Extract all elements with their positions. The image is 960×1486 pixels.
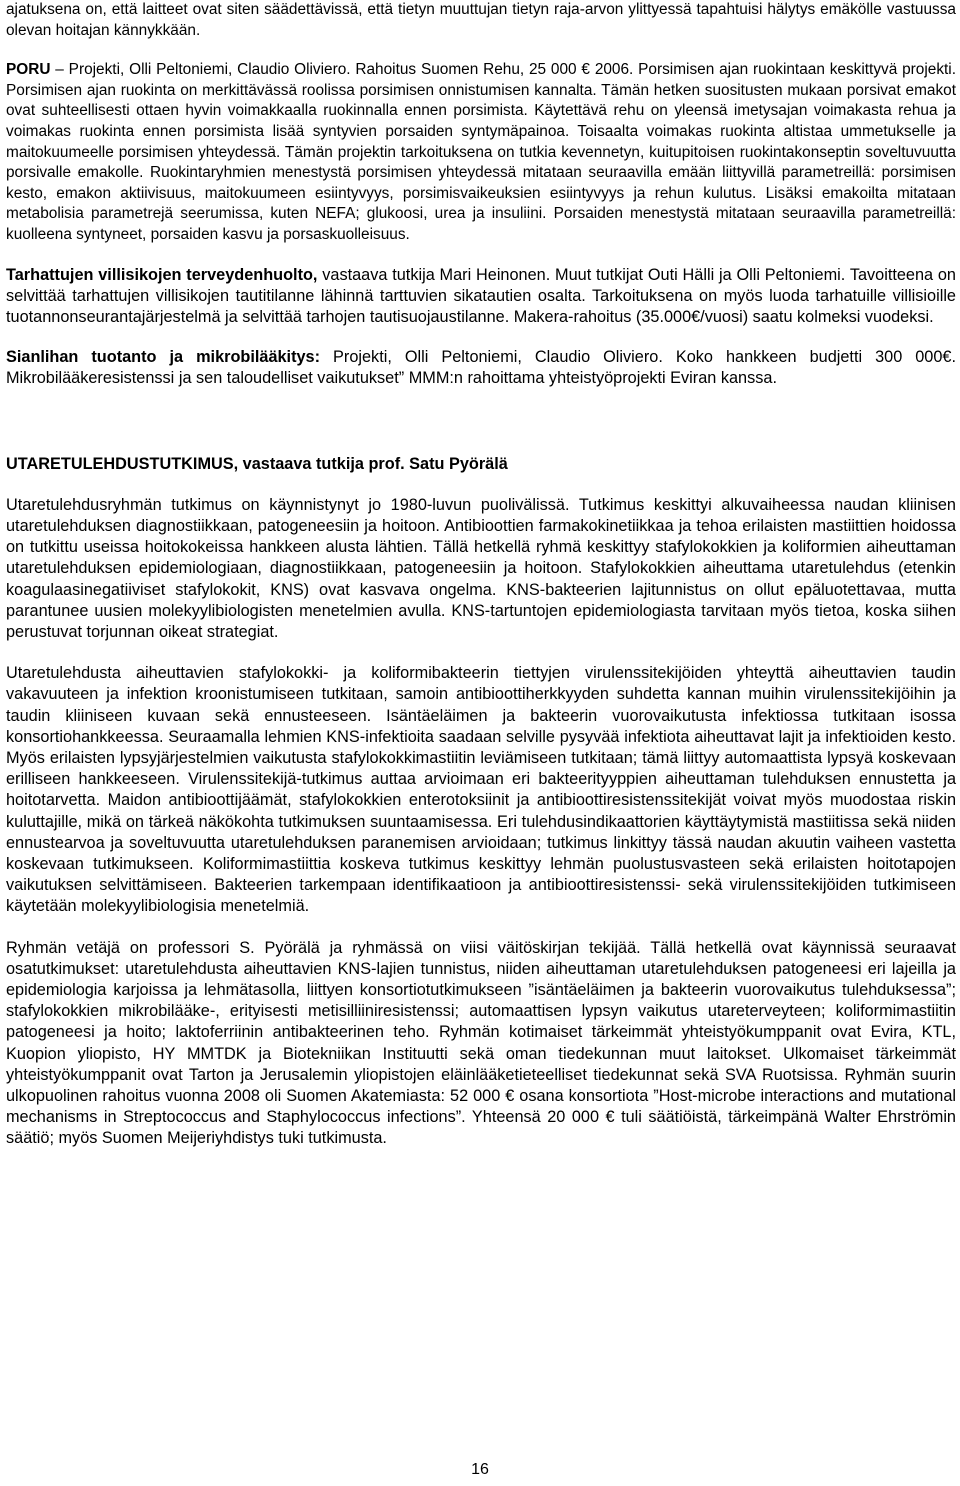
- spacer: [6, 246, 956, 265]
- tarhattujen-paragraph: [6, 265, 956, 329]
- body-paragraph-2: Utaretulehdusta aiheuttavien stafylokokki- ja koliformibakteerin tiettyjen virulenssitekijöiden yhteyttä aiheuttavien taudin vakavuuteen ja infektion kroonistumiseen tutkitaan, samoin antibioottiherkkyyden suhdetta kannan muihin virulenssitekijöihin ja taudin kliiniseen kuvaan sekä ennusteeseen. Isäntäeläimen ja bakteerin vuorovaikutusta infektiossa tutkitaan isossa konsortiohankkeessa. Seuraamalla lehmien KNS-infektioita saadaan selville pysyvää infektiota aiheuttavat lajit ja infektioiden kesto. Myös erilaisten lypsyjärjestelmien vaikutusta stafylokokkimastiitin leviämiseen tutkitaan; tämä liittyy automaattista lypsyä koskevaan erilliseen hankkeeseen. Virulenssitekijä-tutkimus auttaa arvioimaan eri bakteerityyppien aiheuttaman tulehduksen ennustetta ja hoitotarvetta. Maidon antibioottijäämät, stafylokokkien enterotoksiinit ja antibioottiresistenssitekijät voivat myös muodostaa riskin kuluttajille, mikä on tärkeä näkökohta tutkimuksen suuntaamisessa. Eri tulehdusindikaattorien käyttäytymistä mastiitissa sekä niiden ennustearvoa ja soveltuvuutta utaretulehduksen paranemisen arvioidaan; tutkimus linkittyy tässä naudan akuutin vaiheen vastetta koskevaan tutkimukseen. Koliformimastiittia koskeva tutkimus keskittyy lehmän puolustusvasteen sekä erilaisten hoitotapojen vaikutuksen selvittämiseen. Bakteerien tarkempaan identifikaatioon ja antibioottiresistenssi- sekä virulenssitekijöiden tutkimiseen käytetään molekyylibiologisia menetelmiä.: [6, 664, 956, 916]
- poru-paragraph: [6, 60, 956, 245]
- spacer: [6, 918, 956, 938]
- document-page: [6, 0, 956, 1150]
- page-number: 16: [471, 1461, 489, 1478]
- spacer: [6, 475, 956, 495]
- section-heading-part2: Satu Pyörälä: [404, 454, 508, 473]
- body-paragraph-3: Ryhmän vetäjä on professori S. Pyörälä ja ryhmässä on viisi väitöskirjan tekijää. Tällä hetkellä ovat käynnissä seuraavat osatutkimukset: utaretulehdusta aiheuttavien KNS-lajien tunnistus, niiden aiheuttaman utaretulehduksen patogeneesi eri lajeilla ja epidemiologia karjoissa ja lehmätasolla, liittyen konsortiotutkimukseen ”isäntäeläimen ja bakteerin vuorovaikutus tulehduksessa”; stafylokokkien mikrobilääke-, erityisesti metisilliiniresistenssi; automaattisen lypsyn vaikutus utareterveyteen; koliformimastiitin patogeneesi ja hoito; laktoferriinin antibakteerinen teho. Ryhmän kotimaiset tärkeimmät yhteistyökumppanit ovat Evira, KTL, Kuopion yliopisto, HY MMTDK ja Biotekniikan Instituutti sekä oman tiedekunnan muut laitokset. Ulkomaiset tärkeimmät yhteistyökumppanit ovat Tarton ja Jerusalemin yliopistojen eläinlääketieteelliset tiedekunnat sekä SVA Ruotsissa. Ryhmän suurin ulkopuolinen rahoitus vuonna 2008 oli Suomen Akatemiasta: 52 000 € osana konsortiota ”Host-microbe interactions and mutational mechanisms in Streptococcus and Staphylococcus infections”. Yhteensä 20 000 € tuli säätiöistä, tärkeimpänä Walter Ehrströmin säätiö; myös Suomen Meijeriyhdistys tuki tutkimusta.: [6, 938, 956, 1148]
- sianlihan-title: Sianlihan tuotanto ja mikrobilääkitys:: [6, 348, 321, 367]
- poru-label: PORU: [6, 61, 51, 79]
- spacer: [6, 643, 956, 663]
- tarhattujen-text: vastaava tutkija Mari Heinonen. Muut tutkijat Outi Hälli ja Olli Peltoniemi. Tavoitteena on selvittää tarhattujen villisikojen tautitilanne lähinnä tarttuvien sikatautien osalta. Tarkoituksena on myös luoda tarhatuille villisioille tuotannonseurantajärjestelmä ja selvittää tarhojen tautisuojaustilanne. Makera-rahoitus (35.000€/vuosi) saatu kolmeksi vuodeksi.: [6, 265, 956, 326]
- section-heading-part1: UTARETULEHDUSTUTKIMUS, vastaava tutkija prof.: [6, 454, 405, 473]
- tarhattujen-title: Tarhattujen villisikojen terveydenhuolto,: [6, 265, 318, 284]
- sianlihan-paragraph: [6, 347, 956, 389]
- spacer: [6, 328, 956, 347]
- section-heading: [6, 454, 956, 475]
- body-paragraph-1: Utaretulehdusryhmän tutkimus on käynnistynyt jo 1980-luvun puolivälissä. Tutkimus keskittyi alkuvaiheessa naudan kliinisen utaretulehduksen diagnostiikkaan, patogeneesiin ja hoitoon. Antibioottien farmakokinetiikkaa ja tehoa erilaisten mastiittien hoidossa on tutkittu useissa hoitokokeissa hankkeen alusta lähtien. Tällä hetkellä ryhmä keskittyy stafylokokkien ja koliformien aiheuttaman utaretulehduksen epidemiologiaan, diagnostiikkaan, patogeneesiin ja hoitoon. Stafylokokkien aiheuttama utaretulehdus (etenkin koagulaasinegatiiviset stafylokokit, KNS) ovat kasvava ongelma. KNS-bakteerien lajitunnistus on ollut epäluotettavaa, mutta parantunee uusien molekyylibiologisten menetelmien avulla. KNS-tartuntojen epidemiologiasta tarvitaan myös tietoa, koska siihen perustuvat torjunnan oikeat strategiat.: [6, 495, 956, 641]
- poru-text: – Projekti, Olli Peltoniemi, Claudio Oliviero. Rahoitus Suomen Rehu, 25 000 € 2006. Porsimisen ajan ruokintaan keskittyvä projekti. Porsimisen ajan ruokinta on merkittävässä roolissa porsimisen onnistumisen kannalta. Tämän hetken suositusten mukaan porsivat emakot ovat suhteellisesti ottaen hyvin voimakkaalla ruokinnalla ennen porsimista. Käytettävä rehu on yleensä imetysajan voimakasta rehua ja voimakas ruokinta ennen porsimista lisää syntyvien porsaiden syntymäpainoa. Toisaalta voimakas ruokinta altistaa ummetukselle ja maitokuumeelle porsimisen yhteydessä. Tämän projektin tarkoituksena on tutkia kevennetyn, kuitupitoisen ruokintakonseptin soveltuvuutta porsivalle emakolle. Ruokintaryhmien menestystä porsimisen yhteydessä mitataan seuraavilla emään liittyvillä parametreillä: porsimisen kesto, emakon aktiivisuus, maitokuumeen esiintyvyys, porsimisvaikeuksien esiintyvyys ja rehun kulutus. Lisäksi emakoilta mitataan metabolisia parametrejä seerumissa, kuten NEFA; glukoosi, urea ja insuliini. Porsaiden menestystä mitataan seuraavilla parametreillä: kuolleena syntyneet, porsaiden kasvu ja porsaskuolleisuus.: [6, 61, 956, 243]
- spacer: [6, 390, 956, 454]
- continuation-paragraph: ajatuksena on, että laitteet ovat siten säädettävissä, että tietyn muuttujan tietyn raja-arvon ylittyessä tapahtuisi hälytys emäkölle vastuussa olevan hoitajan kännykkään.: [6, 1, 956, 39]
- sianlihan-text: Projekti, Olli Peltoniemi, Claudio Oliviero. Koko hankkeen budjetti 300 000€. Mikrobilääkeresistenssi ja sen taloudelliset vaikutukset” MMM:n rahoittama yhteistyöprojekti Eviran kanssa.: [6, 348, 956, 388]
- spacer: [6, 41, 956, 60]
